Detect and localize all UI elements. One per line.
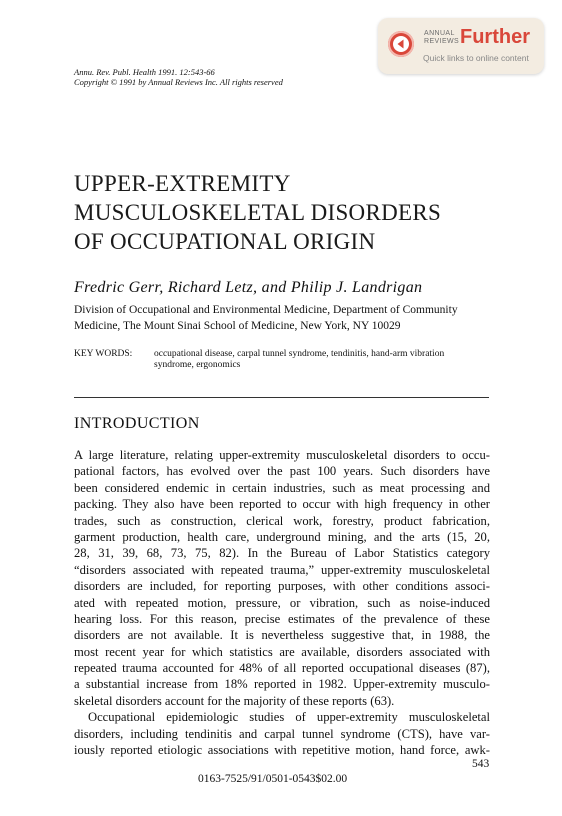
title-line: UPPER-EXTREMITY <box>74 171 291 196</box>
body-line: garment production, health care, underground mining, and the arts (15, 20, <box>74 529 490 544</box>
banner-reviews-text: REVIEWS <box>424 38 460 45</box>
body-line: hearing loss. For this reason, precise estimates of the prevalence of these <box>74 611 490 626</box>
body-line: most recent year for which statistics are available, disorders associated with <box>74 644 490 659</box>
title-line: OF OCCUPATIONAL ORIGIN <box>74 229 376 254</box>
body-line: ated with repeated motion, pressure, or vibration, such as noise-induced <box>74 595 490 610</box>
body-text <box>74 447 490 758</box>
authors: Fredric Gerr, Richard Letz, and Philip J. Landrigan <box>74 279 423 296</box>
body-line: disorders are not available. It is nevertheless suggestive that, in 1988, the <box>74 628 490 643</box>
body-line: disorders, including tendinitis and carpal tunnel syndrome (CTS), have var- <box>74 726 490 741</box>
body-line: skeletal disorders account for the majority of these reports (63). <box>74 693 395 708</box>
keywords-line: occupational disease, carpal tunnel syndrome, tendinitis, hand-arm vibration <box>154 349 445 359</box>
banner-annual-text: ANNUAL <box>424 30 455 37</box>
article-title <box>74 169 514 256</box>
section-divider <box>74 397 489 398</box>
body-line: a substantial increase from 18% reported in 1982. Upper-extremity musculo- <box>74 677 490 692</box>
body-line: repeated trauma accounted for 48% of all reported occupational diseases (87), <box>74 661 490 676</box>
keywords-line: syndrome, ergonomics <box>154 360 241 370</box>
body-line: 28, 31, 39, 68, 73, 75, 82). In the Bureau of Labor Statistics category <box>74 546 490 561</box>
body-line: “disorders associated with repeated trauma,” upper-extremity musculoskeletal <box>74 562 490 577</box>
body-line: pational factors, has evolved over the past 100 years. Such disorders have <box>74 464 490 479</box>
footer-code: 0163-7525/91/0501-0543$02.00 <box>198 773 348 785</box>
body-line: disorders are included, for reporting purposes, with other conditions associ- <box>74 579 490 594</box>
play-arrow-icon <box>388 31 414 57</box>
body-line: trades, such as construction, clerical work, forestry, product fabrication, <box>74 513 490 528</box>
title-line: MUSCULOSKELETAL DISORDERS <box>74 200 442 225</box>
affiliation-line: Division of Occupational and Environmental Medicine, Department of Community <box>74 304 458 316</box>
body-line: packing. They also have been reported to occur with high frequency in other <box>74 497 490 512</box>
affiliation-line: Medicine, The Mount Sinai School of Medicine, New York, NY 10029 <box>74 320 401 332</box>
section-heading: INTRODUCTION <box>74 415 200 432</box>
banner-further-text: Further <box>460 26 530 48</box>
body-line: A large literature, relating upper-extremity musculoskeletal disorders to occu- <box>74 448 490 462</box>
banner-subtitle: Quick links to online content <box>423 53 529 63</box>
keywords-label: KEY WORDS: <box>74 349 133 359</box>
affiliation <box>74 302 494 334</box>
further-banner[interactable] <box>378 18 544 74</box>
page-number: 543 <box>472 758 490 770</box>
body-line: Occupational epidemiologic studies of upper-extremity musculoskeletal <box>88 710 490 725</box>
body-line: iously reported etiologic associations with repetitive motion, hand force, awk- <box>74 743 490 758</box>
journal-copyright: Copyright © 1991 by Annual Reviews Inc. All rights reserved <box>74 77 283 87</box>
keywords-list <box>154 349 494 371</box>
journal-citation: Annu. Rev. Publ. Health 1991. 12:543-66 <box>74 67 215 77</box>
body-line: been considered endemic in certain industries, such as meat processing and <box>74 480 490 495</box>
